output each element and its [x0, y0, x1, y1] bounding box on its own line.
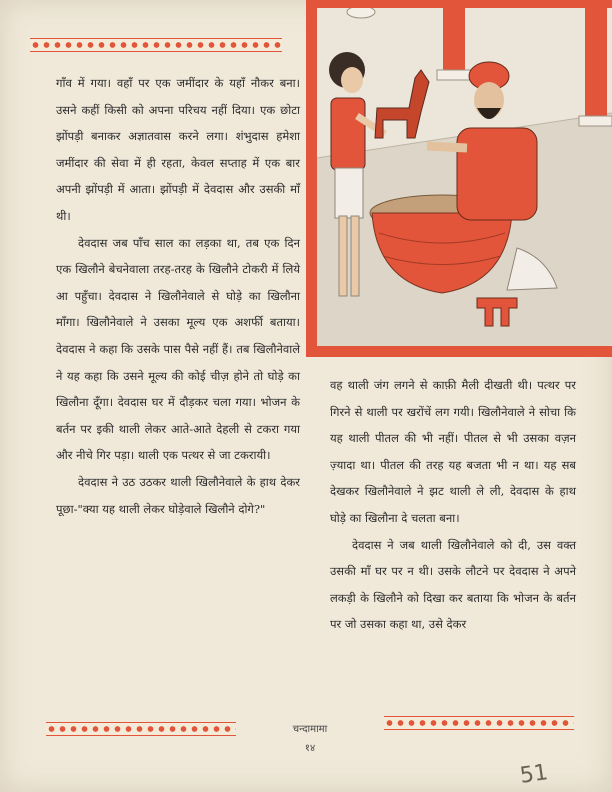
- paragraph-left-3: देवदास ने उठ उठकर थाली खिलौनेवाले के हाथ देकर पूछा-"क्या यह थाली लेकर घोड़ेवाले खिलौने दोगे?": [56, 474, 300, 516]
- text-column-right: [330, 372, 576, 638]
- illustration-drawing: [317, 8, 612, 346]
- paragraph-right-1: वह थाली जंग लगने से काफ़ी मैली दीखती थी। पत्थर पर गिरने से थाली पर खरोंचें लग गयी। खिलौनेवाले ने सोचा कि यह थाली पीतल की भी नहीं। पीतल से भी उसका वज़न ज़्यादा था। पीतल की तरह यह बजता भी न था। यह सब देखकर खिलौनेवाले ने झट थाली ले ली, देवदास के हाथ घोड़े का खिलौना दे चलता बना।: [330, 378, 576, 525]
- paragraph-left-1: गाँव में गया। वहाँ पर एक जमींदार के यहाँ नौकर बना। उसने कहीं किसी को अपना परिचय नहीं दिया। एक छोटा झोंपड़ी बनाकर अज्ञातवास करने लगा। शंभुदास हमेशा जमींदार की सेवा में ही रहता, केवल सप्ताह में एक बार अपनी झोंपड़ी में आता। झोंपड़ी में देवदास और उसकी माँ थी।: [56, 76, 300, 223]
- paragraph-left-2: देवदास जब पाँच साल का लड़का था, तब एक दिन एक खिलौने बेचनेवाला तरह-तरह के खिलौने टोकरी में लिये आ पहुँचा। देवदास ने खिलौनेवाले से घोड़े का खिलौना माँगा। खिलौनेवाले ने उसका मूल्य एक अशर्फी बताया। देवदास ने कहा कि उसके पास पैसे नहीं हैं। तब खिलौनेवाले ने यह कहा कि उसने मूल्य की कोई चीज़ होने तो घोड़े का खिलौना दूँगा। देवदास घर में दौड़कर चला गया। भोजन के बर्तन पर इकी थाली लेकर आते-आते देहली से टकरा गया और नीचे गिर पड़ा। थाली एक पत्थर से जा टकरायी।: [56, 235, 300, 463]
- text-column-left: [56, 70, 300, 522]
- footer-page-number: १४: [304, 743, 316, 754]
- top-decorative-border: [30, 38, 282, 52]
- bottom-left-decorative-border: [46, 722, 236, 736]
- story-illustration: [306, 0, 612, 357]
- handwritten-signature: 51: [518, 760, 550, 789]
- paragraph-right-2: देवदास ने जब थाली खिलौनेवाले को दी, उस वक्त उसकी माँ घर पर न थी। उसके लौटने पर देवदास ने अपने लकड़ी के खिलौने को दिखा कर बताया कि भोजन के बर्तन पर जो उसका कहा था, उसे देकर: [330, 537, 576, 632]
- bottom-right-decorative-border: [384, 716, 574, 730]
- illustration-scene: [317, 8, 612, 346]
- footer-magazine-name: चन्दामामा: [292, 724, 328, 735]
